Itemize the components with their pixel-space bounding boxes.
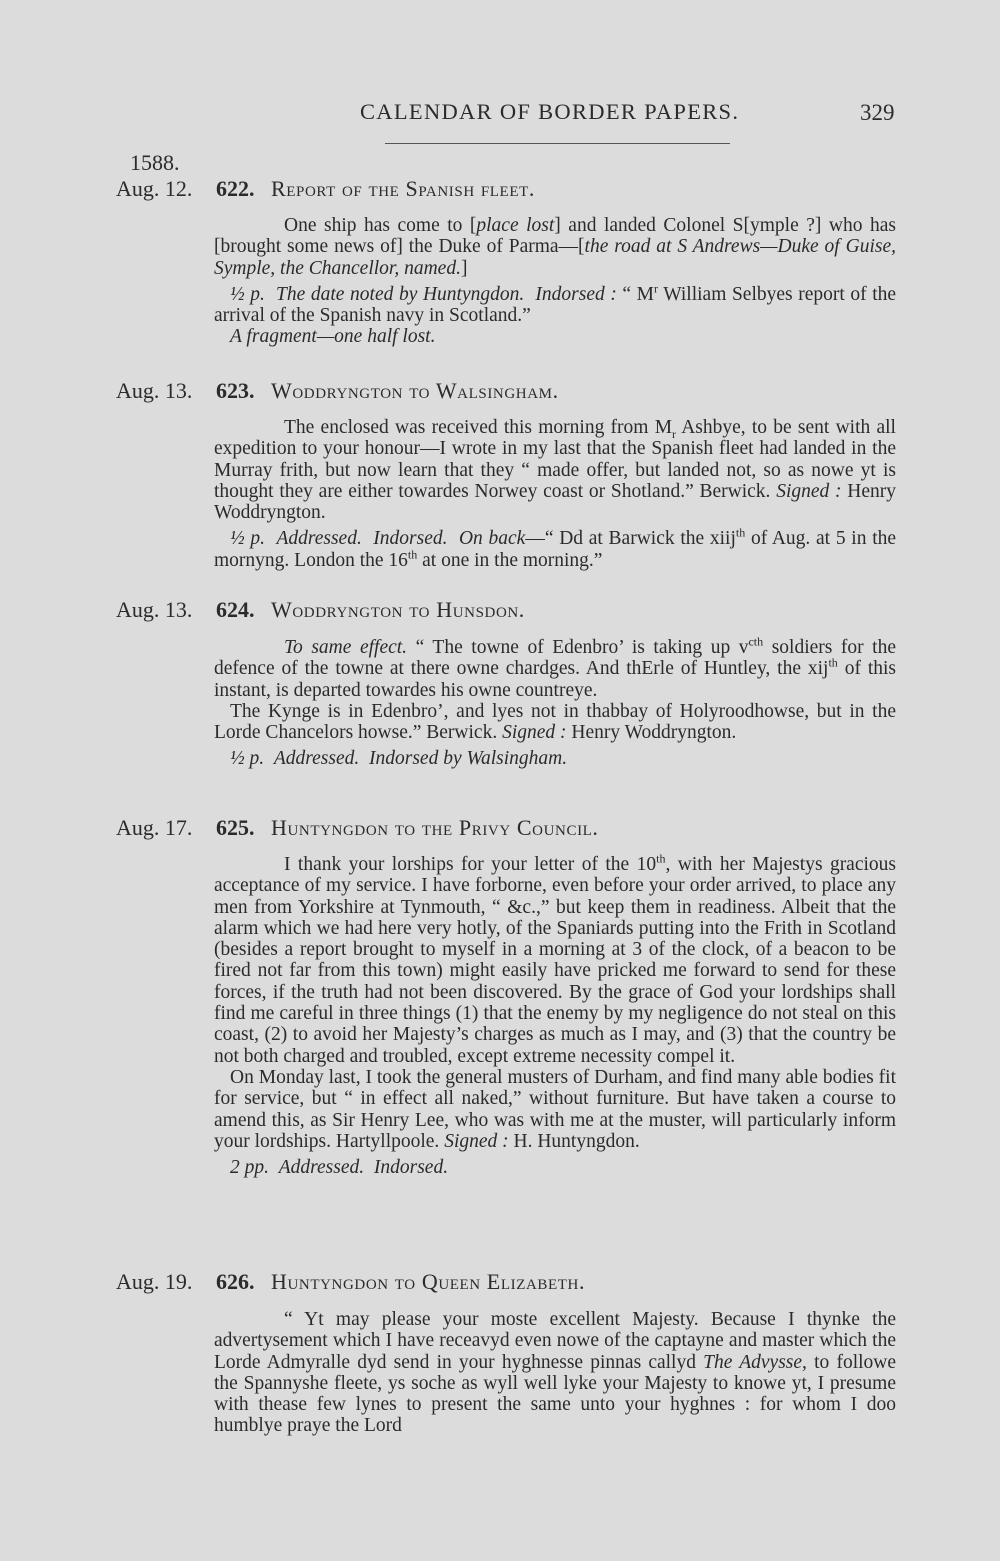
entry-624-body [214, 634, 896, 770]
entry-title: Report of the Spanish fleet. [271, 176, 535, 201]
entry-626-body [214, 1309, 896, 1437]
entry-title: Woddryngton to Walsingham. [271, 378, 559, 403]
header-rule [385, 143, 730, 144]
entry-date: Aug. 13. [116, 378, 193, 403]
entry-date: Aug. 17. [116, 815, 193, 840]
entry-heading [216, 815, 599, 841]
entry-date: Aug. 19. [116, 1269, 193, 1294]
entry-note: ½ p. The date noted by Huntyngdon. Indorsed : “ $M^r$ William Selbyes report of the arrival of the Spanish navy in Scotland.” [214, 281, 897, 327]
entry-heading [216, 176, 535, 202]
entry-paragraph: The enclosed was received this morning from $M_r$ Ashbye, to be sent with all expedition to your honour—I wrote in my last that the Spanish fleet had landed in the Murray frith, but now learn that they “ made offer, but landed not, so as nowe yt is thought they are either towardes Norwey coast or Shotland.” Berwick. Signed : Henry Woddryngton. [214, 417, 897, 524]
entry-note: ½ p. Addressed. Indorsed. On back—“ Dd at Barwick the xiij$^{th}$ of Aug. at 5 in the mornyng. London the 16th at one in the morning.” [214, 525, 897, 571]
entry-heading [216, 597, 525, 623]
entry-number: 624. [216, 597, 255, 622]
entry-625-body [214, 851, 897, 1179]
entry-paragraph: “ Yt may please your moste excellent Majesty. Because I thynke the advertysement which I have receavyd even nowe of the captayne and master which the Lorde Admyralle dyd send in your hyghnesse pinnas callyd The Advysse, to followe the Spannyshe fleete, ys soche as wyll well lyke your Majesty to knowe yt, I presume with thease few lynes to present the same unto your hyghnes : for whom I doo humblye praye the Lord [214, 1309, 897, 1437]
entry-date: Aug. 12. [116, 176, 193, 201]
entry-number: 623. [216, 378, 255, 403]
entry-number: 622. [216, 176, 255, 201]
entry-note: ½ p. Addressed. Indorsed by Walsingham. [230, 748, 568, 770]
running-header-title: CALENDAR OF BORDER PAPERS. [360, 99, 740, 124]
entry-paragraph: On Monday last, I took the general musters of Durham, and find many able bodies fit for service, but “ in effect all naked,” without furniture. But have taken a course to amend this, as Sir Henry Lee, who was with me at the muster, will particularly inform your lordships. Hartyllpoole. Signed : H. Huntyngdon. [214, 1066, 896, 1152]
entry-paragraph: One ship has come to [place lost] and landed Colonel S[ymple ?] who has [brought some news of] the Duke of Parma—[the road at S Andrews—Duke of Guise, Symple, the Chancellor, named.] [214, 215, 896, 279]
entry-622-body [214, 215, 896, 348]
entry-heading [216, 1269, 585, 1295]
entry-note: 2 pp. Addressed. Indorsed. [230, 1157, 449, 1179]
entry-title: Huntyngdon to the Privy Council. [271, 815, 599, 840]
entry-paragraph: I thank your lorships for your letter of the 10th, with her Majestys gracious acceptance of my service. I have forborne, even before your order arrived, to place any men from Yorkshire at Tynmouth, “ &c.,” but keep them in readiness. Albeit that the alarm which we had here very hotly, of the Spaniards putting into the Frith in Scotland (besides a report brought to myself in a morning at 3 of the clock, of a beacon to be fired not far from this town) might easily have pricked me forward to send for these forces, if the truth had not been discovered. By the grace of God your lordships shall find me careful in three things (1) that the enemy by my negligence do not steal on this coast, (2) to avoid her Majesty’s charges as much as I may, and (3) that the country be not both charged and troubled, except extreme necessity compel it. [214, 851, 897, 1067]
entry-note: A fragment—one half lost. [230, 326, 436, 348]
entry-title: Woddryngton to Hunsdon. [271, 597, 525, 622]
entry-number: 626. [216, 1269, 255, 1294]
entry-paragraph: The Kynge is in Edenbro’, and lyes not in thabbay of Holyroodhowse, but in the Lorde Chancelors howse.” Berwick. Signed : Henry Woddryngton. [214, 700, 896, 744]
entry-title: Huntyngdon to Queen Elizabeth. [271, 1269, 586, 1294]
entry-623-body [214, 417, 896, 571]
year-marker: 1588. [130, 150, 180, 175]
entry-heading [216, 378, 559, 404]
page-number: 329 [860, 100, 895, 125]
entry-date: Aug. 13. [116, 597, 193, 622]
entry-paragraph: To same effect. “ The towne of Edenbro’ is taking up $v^{cth}$ soldiers for the defence of the towne at there owne chardges. And thErle of Huntley, the xij$^{th}$ of this instant, is departed towardes his owne countreye. [214, 634, 896, 701]
entry-number: 625. [216, 815, 255, 840]
